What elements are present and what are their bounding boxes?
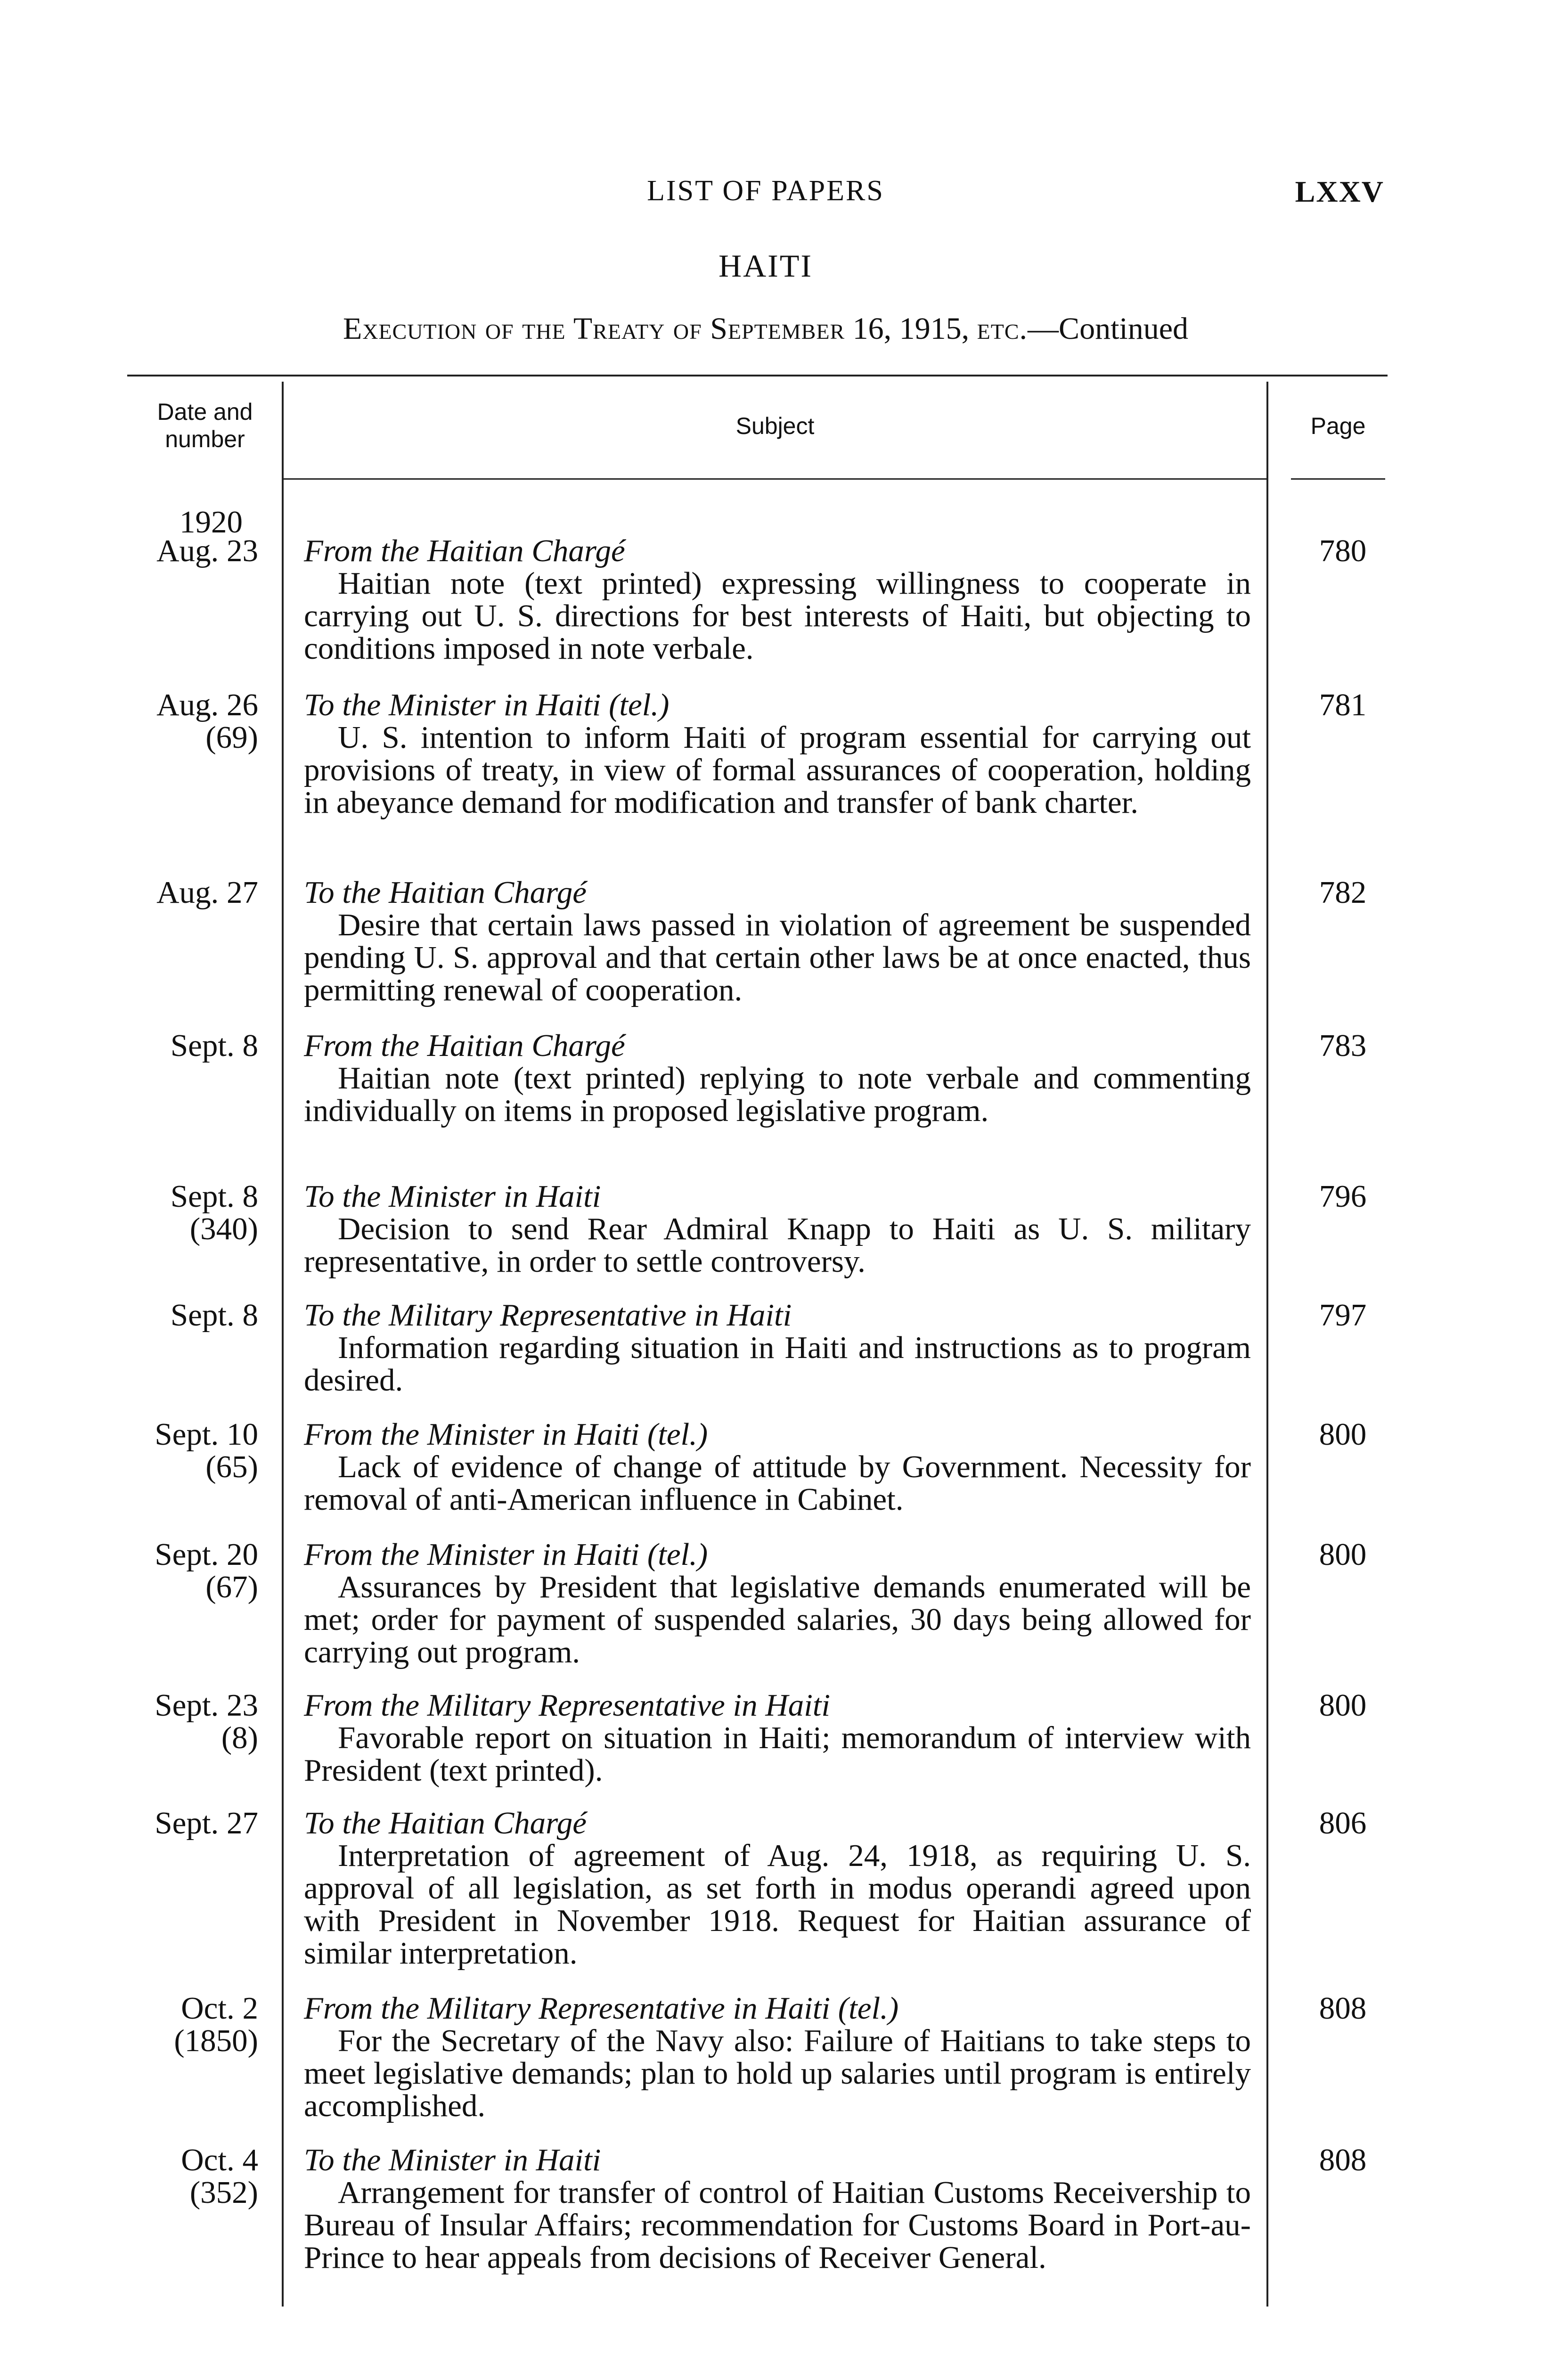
column-header-date: Date and number bbox=[157, 399, 253, 452]
entry-page: 797 bbox=[1319, 1298, 1367, 1333]
entry-addressee: From the Military Representative in Haiti (tel.) bbox=[304, 1991, 899, 2026]
entry-date: Sept. 27 bbox=[155, 1806, 258, 1841]
entry-page: 800 bbox=[1319, 1537, 1367, 1572]
entry-page: 800 bbox=[1319, 1417, 1367, 1452]
entry-summary: For the Secretary of the Navy also: Failure of Haitians to take steps to meet legislative demands; plan to hold up salaries until program is entirely accomplished. bbox=[304, 2023, 1251, 2123]
entry-addressee: To the Minister in Haiti bbox=[304, 2143, 601, 2177]
entry-summary: Haitian note (text printed) expressing willingness to cooperate in carrying out U. S. directions for best interests of Haiti, but objecting to conditions imposed in note verbale. bbox=[304, 566, 1251, 666]
running-title: LIST OF PAPERS bbox=[647, 175, 884, 207]
entry-page: 808 bbox=[1319, 1991, 1367, 2026]
column-divider-left bbox=[282, 382, 284, 2307]
entry-page: 783 bbox=[1319, 1028, 1367, 1063]
subtitle-prefix: Execution of the Treaty of September bbox=[343, 311, 845, 346]
subtitle-date: 16, 1915, bbox=[852, 311, 970, 346]
entry-summary: Desire that certain laws passed in violation of agreement be suspended pending U. S. approval and that certain other laws be at once enacted, thus permitting renewal of cooperation. bbox=[304, 908, 1251, 1007]
entry-addressee: To the Minister in Haiti (tel.) bbox=[304, 687, 670, 722]
entry-subject bbox=[304, 1030, 1251, 1127]
entry-date: Aug. 27 bbox=[156, 875, 258, 910]
entry-page: 782 bbox=[1319, 875, 1367, 910]
entry-summary: Interpretation of agreement of Aug. 24, 1918, as requiring U. S. approval of all legislation, as set forth in modus operandi agreed upon with President in November 1918. Request for Haitian assurance of similar interpretation. bbox=[304, 1838, 1251, 1971]
column-divider-right bbox=[1266, 382, 1268, 2307]
table-top-rule bbox=[127, 375, 1388, 376]
column-header-page: Page bbox=[1310, 413, 1366, 439]
subtitle-etc: etc. bbox=[977, 311, 1028, 346]
entry-addressee: From the Minister in Haiti (tel.) bbox=[304, 1417, 708, 1452]
entry-subject bbox=[304, 876, 1251, 1006]
page-number: LXXV bbox=[1295, 175, 1384, 208]
entry-date: Aug. 26 (69) bbox=[156, 687, 258, 755]
entry-summary: Haitian note (text printed) replying to note verbale and commenting individually on items in proposed legislative program. bbox=[304, 1061, 1251, 1128]
entry-subject bbox=[304, 1418, 1251, 1516]
entry-date: Oct. 2 (1850) bbox=[174, 1991, 258, 2058]
entry-date: Sept. 20 (67) bbox=[155, 1537, 258, 1604]
entry-page: 780 bbox=[1319, 533, 1367, 568]
entry-summary: Assurances by President that legislative demands enumerated will be met; order for payment of suspended salaries, 30 days being allowed for carrying out program. bbox=[304, 1570, 1251, 1669]
entry-summary: Favorable report on situation in Haiti; memorandum of interview with President (text printed). bbox=[304, 1720, 1251, 1788]
entry-subject bbox=[304, 689, 1251, 819]
entry-subject bbox=[304, 535, 1251, 665]
section-title: HAITI bbox=[718, 248, 813, 284]
entry-date: Sept. 23 (8) bbox=[155, 1688, 258, 1755]
entry-addressee: To the Haitian Chargé bbox=[304, 1806, 587, 1841]
entry-addressee: From the Minister in Haiti (tel.) bbox=[304, 1537, 708, 1572]
entry-subject bbox=[304, 2144, 1251, 2274]
entry-subject bbox=[304, 1299, 1251, 1397]
entry-subject bbox=[304, 1180, 1251, 1278]
subtitle bbox=[0, 311, 1531, 347]
entry-subject bbox=[304, 1992, 1251, 2122]
entry-page: 781 bbox=[1319, 687, 1367, 722]
entry-summary: Arrangement for transfer of control of Haitian Customs Receivership to Bureau of Insular Affairs; recommendation for Customs Board in Port-au-Prince to hear appeals from decisions of Receiver General. bbox=[304, 2175, 1251, 2275]
entry-page: 796 bbox=[1319, 1179, 1367, 1214]
entry-subject bbox=[304, 1807, 1251, 1970]
entry-summary: Information regarding situation in Haiti and instructions as to program desired. bbox=[304, 1330, 1251, 1398]
header-bottom-rule-page bbox=[1291, 478, 1385, 480]
year-label: 1920 bbox=[180, 505, 243, 540]
entry-date: Oct. 4 (352) bbox=[181, 2143, 258, 2210]
header-bottom-rule bbox=[283, 478, 1267, 480]
running-head bbox=[0, 174, 1568, 212]
entry-page: 808 bbox=[1319, 2143, 1367, 2177]
entry-date: Sept. 10 (65) bbox=[155, 1417, 258, 1484]
column-header-subject: Subject bbox=[735, 413, 815, 439]
entry-summary: U. S. intention to inform Haiti of program essential for carrying out provisions of treaty, in view of formal assurances of cooperation, holding in abeyance demand for modification and transfer of bank charter. bbox=[304, 720, 1251, 820]
entry-subject bbox=[304, 1538, 1251, 1669]
entry-date: Sept. 8 (340) bbox=[170, 1179, 258, 1246]
subtitle-continued: —Continued bbox=[1028, 311, 1189, 346]
entry-page: 806 bbox=[1319, 1806, 1367, 1841]
entry-page: 800 bbox=[1319, 1688, 1367, 1723]
entry-addressee: To the Haitian Chargé bbox=[304, 875, 587, 910]
entry-date: Sept. 8 bbox=[170, 1028, 258, 1063]
entry-addressee: From the Haitian Chargé bbox=[304, 1028, 625, 1063]
entry-addressee: From the Military Representative in Haiti bbox=[304, 1688, 831, 1723]
entry-date: Sept. 8 bbox=[170, 1298, 258, 1333]
entry-subject bbox=[304, 1689, 1251, 1787]
entry-addressee: From the Haitian Chargé bbox=[304, 533, 625, 568]
entry-summary: Lack of evidence of change of attitude by Government. Necessity for removal of anti-American influence in Cabinet. bbox=[304, 1449, 1251, 1517]
entry-date: Aug. 23 bbox=[156, 533, 258, 568]
entry-addressee: To the Minister in Haiti bbox=[304, 1179, 601, 1214]
entry-addressee: To the Military Representative in Haiti bbox=[304, 1298, 792, 1333]
entry-summary: Decision to send Rear Admiral Knapp to Haiti as U. S. military representative, in order to settle controversy. bbox=[304, 1211, 1251, 1279]
